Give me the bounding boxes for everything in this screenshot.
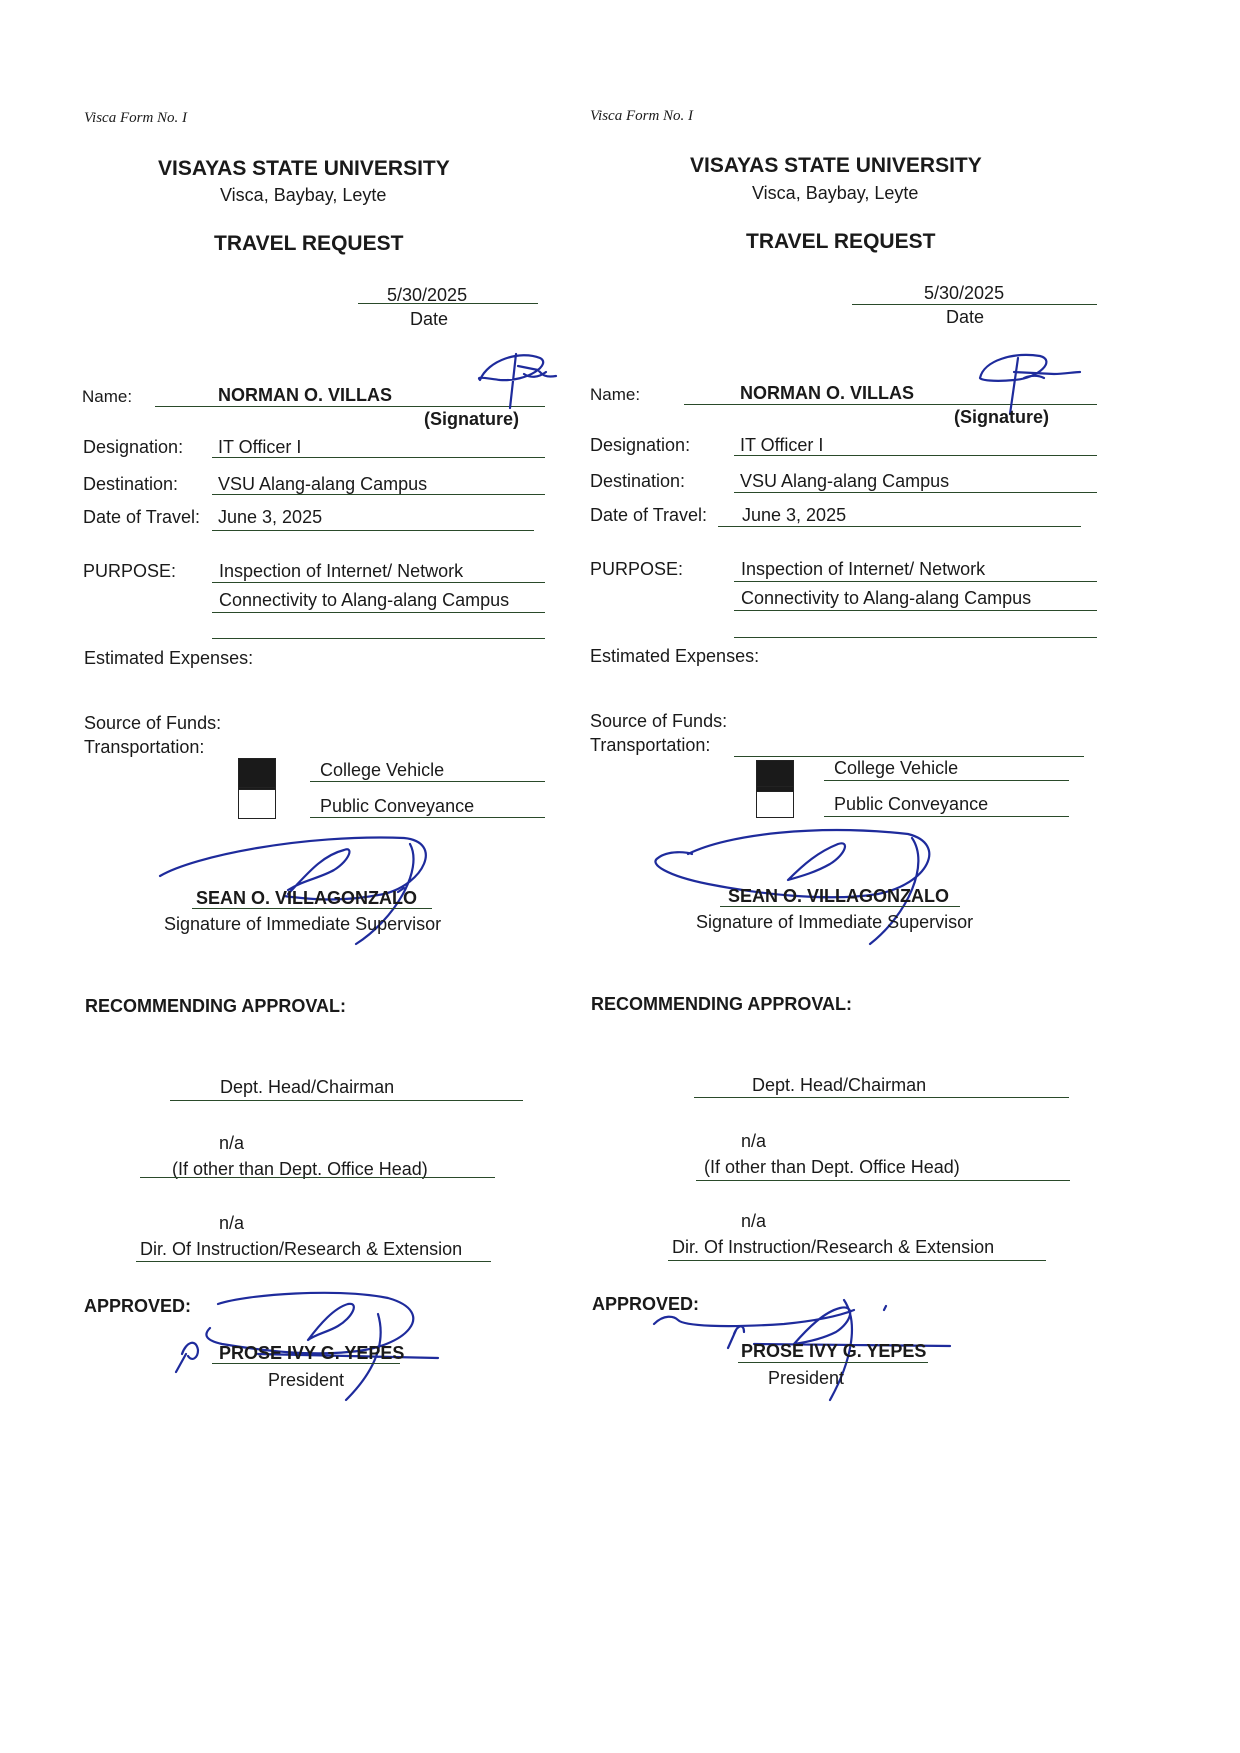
estimated-expenses-label: Estimated Expenses:	[84, 648, 254, 668]
form-number: Visca Form No. I	[590, 108, 694, 124]
date-of-travel-value: June 3, 2025	[742, 505, 847, 525]
other-head-line	[696, 1180, 1070, 1181]
date-of-travel-line	[212, 530, 534, 531]
purpose-underline-2	[734, 610, 1097, 611]
designation-line	[212, 457, 545, 458]
supervisor-name: SEAN O. VILLAGONZALO	[196, 888, 418, 908]
president-label: President	[768, 1368, 845, 1388]
destination-value: VSU Alang-alang Campus	[218, 474, 428, 494]
destination-label: Destination:	[590, 471, 686, 491]
supervisor-label: Signature of Immediate Supervisor	[164, 914, 442, 934]
purpose-line-1: Inspection of Internet/ Network	[741, 559, 986, 579]
purpose-underline-1	[212, 582, 545, 583]
dept-head-line	[694, 1097, 1069, 1098]
purpose-label: PURPOSE:	[83, 561, 177, 581]
designation-value: IT Officer I	[218, 437, 302, 457]
director-value: n/a	[219, 1213, 245, 1233]
designation-label: Designation:	[590, 435, 691, 455]
purpose-underline-1	[734, 581, 1097, 582]
name-value: NORMAN O. VILLAS	[218, 385, 392, 405]
approved-label: APPROVED:	[592, 1294, 700, 1314]
form-title: TRAVEL REQUEST	[746, 230, 936, 253]
travel-request-form-right	[588, 0, 1108, 1460]
college-vehicle-label: College Vehicle	[834, 758, 959, 778]
designation-label: Designation:	[83, 437, 184, 457]
date-label: Date	[410, 309, 449, 329]
recommending-approval-label: RECOMMENDING APPROVAL:	[591, 994, 852, 1014]
president-name: PROSE IVY G. YEPES	[741, 1341, 927, 1361]
public-conveyance-label: Public Conveyance	[834, 794, 989, 814]
date-of-travel-value: June 3, 2025	[218, 507, 323, 527]
form-number: Visca Form No. I	[84, 110, 188, 126]
public-conveyance-label: Public Conveyance	[320, 796, 475, 816]
other-head-value: n/a	[741, 1131, 767, 1151]
public-conveyance-line	[310, 817, 545, 818]
university-name: VISAYAS STATE UNIVERSITY	[690, 154, 982, 177]
president-name: PROSE IVY G. YEPES	[219, 1343, 405, 1363]
transportation-line	[734, 756, 1084, 757]
name-label: Name:	[82, 387, 133, 406]
university-address: Visca, Baybay, Leyte	[752, 183, 919, 203]
president-line	[212, 1363, 400, 1364]
designation-value: IT Officer I	[740, 435, 824, 455]
purpose-line-2: Connectivity to Alang-alang Campus	[741, 588, 1032, 608]
other-head-label: (If other than Dept. Office Head)	[704, 1157, 960, 1177]
purpose-line-2: Connectivity to Alang-alang Campus	[219, 590, 510, 610]
name-label: Name:	[590, 385, 641, 404]
purpose-underline-2	[212, 612, 545, 613]
date-line	[358, 303, 538, 304]
source-of-funds-label: Source of Funds:	[84, 713, 222, 733]
supervisor-name: SEAN O. VILLAGONZALO	[728, 886, 950, 906]
director-line	[136, 1261, 491, 1262]
college-vehicle-label: College Vehicle	[320, 760, 445, 780]
other-head-line	[140, 1177, 495, 1178]
director-label: Dir. Of Instruction/Research & Extension	[140, 1239, 463, 1259]
transportation-label: Transportation:	[590, 735, 711, 755]
destination-label: Destination:	[83, 474, 179, 494]
applicant-signature	[470, 348, 560, 410]
estimated-expenses-label: Estimated Expenses:	[590, 646, 760, 666]
date-of-travel-label: Date of Travel:	[83, 507, 201, 527]
college-vehicle-line	[824, 780, 1069, 781]
approved-label: APPROVED:	[84, 1296, 192, 1316]
public-conveyance-checkbox[interactable]	[238, 787, 276, 819]
destination-line	[734, 492, 1097, 493]
name-value: NORMAN O. VILLAS	[740, 383, 914, 403]
dept-head-label: Dept. Head/Chairman	[220, 1077, 395, 1097]
supervisor-label: Signature of Immediate Supervisor	[696, 912, 974, 932]
date-of-travel-label: Date of Travel:	[590, 505, 708, 525]
date-label: Date	[946, 307, 985, 327]
college-vehicle-line	[310, 781, 545, 782]
destination-line	[212, 494, 545, 495]
dept-head-label: Dept. Head/Chairman	[752, 1075, 927, 1095]
form-title: TRAVEL REQUEST	[214, 232, 404, 255]
university-name: VISAYAS STATE UNIVERSITY	[158, 157, 450, 180]
date-value: 5/30/2025	[924, 283, 1005, 303]
recommending-approval-label: RECOMMENDING APPROVAL:	[85, 996, 346, 1016]
supervisor-line	[192, 908, 432, 909]
president-label: President	[268, 1370, 345, 1390]
date-of-travel-line	[718, 526, 1081, 527]
signature-label: (Signature)	[424, 409, 520, 429]
president-line	[738, 1362, 928, 1363]
purpose-line-1: Inspection of Internet/ Network	[219, 561, 464, 581]
university-address: Visca, Baybay, Leyte	[220, 185, 387, 205]
purpose-underline-3	[212, 638, 545, 639]
other-head-value: n/a	[219, 1133, 245, 1153]
purpose-underline-3	[734, 637, 1097, 638]
signature-label: (Signature)	[954, 407, 1050, 427]
director-label: Dir. Of Instruction/Research & Extension	[672, 1237, 995, 1257]
college-vehicle-checkbox[interactable]	[238, 758, 276, 790]
director-line	[668, 1260, 1046, 1261]
transportation-label: Transportation:	[84, 737, 205, 757]
director-value: n/a	[741, 1211, 767, 1231]
date-line	[852, 304, 1097, 305]
source-of-funds-label: Source of Funds:	[590, 711, 728, 731]
dept-head-line	[170, 1100, 523, 1101]
supervisor-line	[720, 906, 960, 907]
destination-value: VSU Alang-alang Campus	[740, 471, 950, 491]
other-head-label: (If other than Dept. Office Head)	[172, 1159, 428, 1179]
travel-request-form-left	[82, 0, 602, 1460]
date-value: 5/30/2025	[387, 285, 468, 305]
purpose-label: PURPOSE:	[590, 559, 684, 579]
designation-line	[734, 455, 1097, 456]
